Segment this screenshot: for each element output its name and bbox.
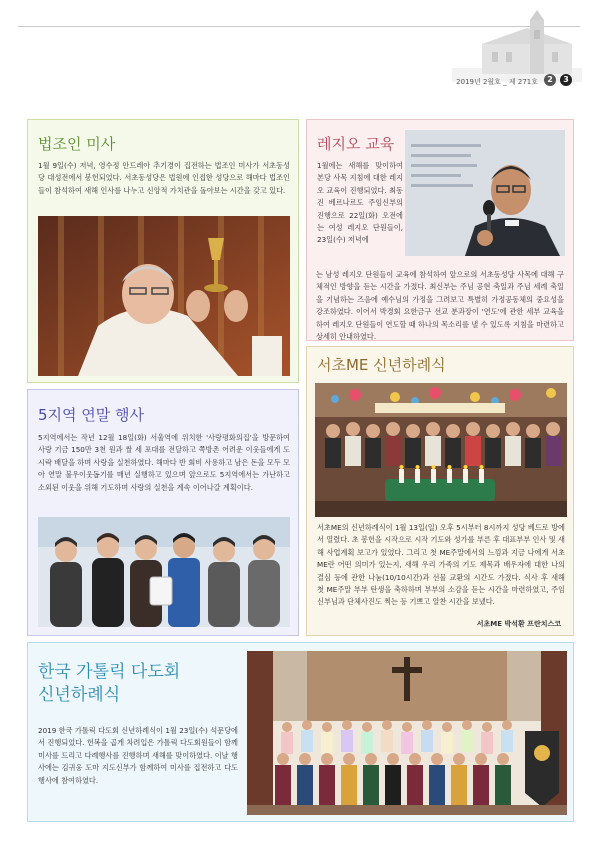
photo-region5-group <box>38 517 290 627</box>
page-number-left: 2 <box>544 74 556 86</box>
photo-tea-society-group <box>247 651 567 815</box>
article-body: 5지역에서는 작년 12월 18일(화) 서울역에 위치한 '사랑평화의집'을 방문하여 사랑 기금 150만 3천 원과 쌀 세 포대를 전달하고 쪽방촌 어려운 이웃들에게 도시락 배달을 하며 사랑을 실천하였다. 해마다 반 회비 사용하고 남은 돈을 모두 모아 연말 불우이웃돕기를 매년 실행하고 있으며 앞으로도 5지역에서는 가난하고 소외된 이웃을 위해 기도하며 사랑의 실천을 계속 이어나갈 계획이다. <box>38 433 290 492</box>
photo-me-group <box>315 383 567 517</box>
church-illustration <box>452 10 582 82</box>
article-body: 서초ME의 신년하례식이 1월 13일(일) 오후 5시부터 8시까지 성당 베드로 방에서 열렸다. 초 봉헌을 시작으로 시작 기도와 성가를 부른 후 대표부부 인사 및 새해 사업계획 보고가 있었다. 그리고 첫 ME주말에서의 느낌과 지금 나에게 서초ME란 어떤 의미가 있는지, 새해 우리 가족의 기도 제목과 배우자에 대한 나의 결심 등에 관한 나눔(10/10시간)과 선물 교환의 시간도 가졌다. 식사 후 새해 첫 ME주말 부부 탄생을 축하하며 부부의 소감을 듣는 시간을 마련하였고, 주임 신부님과 단체사진도 찍는 등 기쁘고 알찬 시간을 보냈다. <box>317 523 565 607</box>
page-number-right: 3 <box>560 74 572 86</box>
article-body-part1: 1월에는 새해를 맞이하여 본당 사목 지침에 대한 레지오 교육이 진행되었다. 최동진 베르나르도 주임신부의 진행으로 22일(화) 오전에는 여성 레지오 단원들이, 23일(수) 저녁에 <box>317 161 403 245</box>
article-body-part2: 는 남성 레지오 단원들이 교육에 참석하여 앞으로의 서초동성당 사목에 대해 구체적인 방향을 듣는 시간을 가졌다. 최신부는 주님 공현 축일과 주님 세례 축일을 기념하는 즈음에 예수님의 가정을 그려보고 특별히 가정공동체의 중요성을 강조하였다. 이어서 박경회 요한금구 선교 분과장이 '연도'에 관한 세부 교육을 하여 레지오 단원들이 연도할 때 하나의 목소리를 낼 수 있도록 지침을 마련하고 상세히 안내하였다. <box>316 270 564 341</box>
article-region5-yearend <box>27 389 299 636</box>
article-title: 법조인 미사 <box>38 135 116 153</box>
article-credit: 서초ME 박석환 프란치스코 <box>476 620 561 628</box>
page-header <box>0 0 600 100</box>
article-title: 서초ME 신년하례식 <box>317 356 446 374</box>
article-title <box>38 661 180 707</box>
article-me-newyear <box>306 346 574 636</box>
photo-mass-chalice <box>38 216 290 376</box>
article-tea-society-newyear <box>27 642 574 822</box>
issue-label: 2019년 2월호 _ 제 271호 <box>456 78 538 86</box>
article-title-line1: 한국 가톨릭 다도회 <box>38 662 181 682</box>
article-body: 1월 9일(수) 저녁, 영수정 안드레아 추기경이 집전하는 법조인 미사가 서초동성당 대성전에서 봉헌되었다. 서초동성당은 법원에 인접한 성당으로 해마다 법조인들이 참석하여 새해 인사를 나누고 신앙적 가치관을 돌아보는 시간을 갖고 있다. <box>38 161 290 195</box>
article-legio-education-continued <box>306 119 574 341</box>
article-title: 레지오 교육 <box>317 135 395 153</box>
article-title: 5지역 연말 행사 <box>38 406 145 424</box>
article-lawyers-mass <box>27 119 299 383</box>
article-title-line2: 신년하례식 <box>38 685 121 705</box>
article-body: 2019 한국 가톨릭 다도회 신년하례식이 1월 23일(수) 석문당에서 진행되었다. 헌복을 곱게 차려입은 가톨릭 다도회원들이 함께 미사를 드리고 다례행사를 진행하며 새해를 맞이하였다. 이날 행사에는 김귀웅 도마 지도신부가 함께하여 미사를 집전하고 다도 행사에 참여하였다. <box>38 726 238 785</box>
